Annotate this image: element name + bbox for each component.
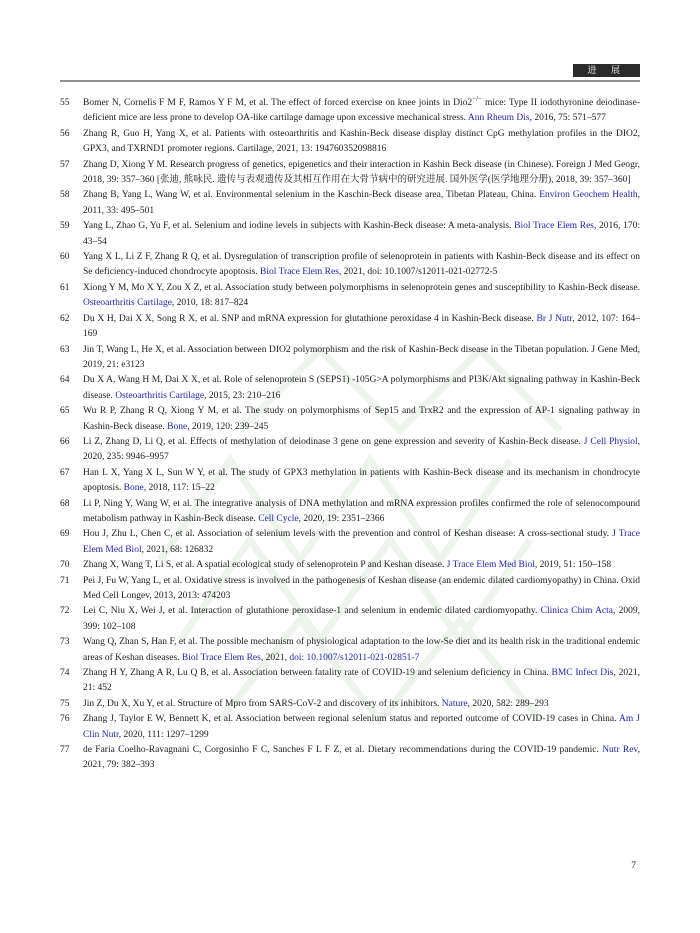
reference-item bbox=[60, 466, 640, 497]
reference-segment: Yang L, Zhao G, Yu F, et al. Selenium and iodine levels in subjects with Kashin-Beck disease: A meta-analysis. bbox=[83, 221, 515, 232]
reference-text bbox=[83, 373, 640, 404]
reference-segment: Du X A, Wang H M, Dai X X, et al. Role of selenoprotein S (SEPS1) -105G>A polymorphisms and PI3K/Akt signaling pathway in Kashin-Beck disease. bbox=[83, 375, 640, 401]
journal-link[interactable]: Biol Trace Elem Res bbox=[181, 652, 261, 663]
reference-text bbox=[83, 96, 640, 127]
reference-item bbox=[60, 697, 640, 712]
reference-segment: Li Z, Zhang D, Li Q, et al. Effects of methylation of deiodinase 3 gene on gene expression and severity of Kashin-Beck disease. bbox=[83, 436, 584, 447]
journal-link[interactable]: Nutr Rev bbox=[602, 745, 638, 756]
reference-text bbox=[83, 127, 640, 158]
reference-segment: , 2020, 582: 289–293 bbox=[467, 698, 549, 709]
reference-segment: , 2021, 68: 126832 bbox=[141, 544, 214, 555]
reference-segment: , 2020, 111: 1297–1299 bbox=[118, 729, 209, 740]
reference-segment: Zhang B, Yang L, Wang W, et al. Environmental selenium in the Kaschin-Beck disease area, Tibetan Plateau, China. bbox=[83, 190, 540, 201]
reference-segment: Hou J, Zhu L, Chen C, et al. Association of selenium levels with the prevention and control of Keshan disease: A cross-sectional study. bbox=[83, 529, 613, 540]
reference-segment: Zhang X, Wang T, Li S, et al. A spatial ecological study of selenoprotein P and Keshan disease. bbox=[83, 560, 447, 571]
reference-segment: , 2016, 170: 43–54 bbox=[83, 221, 641, 247]
reference-segment: , 2021, bbox=[260, 652, 290, 663]
reference-text bbox=[83, 574, 640, 605]
reference-text bbox=[83, 250, 640, 281]
journal-link[interactable]: Osteoarthritis Cartilage bbox=[115, 390, 205, 401]
reference-text bbox=[83, 497, 640, 528]
reference-number: 67 bbox=[60, 467, 70, 478]
journal-link[interactable]: J Trace Elem Med Biol bbox=[83, 529, 640, 555]
reference-segment: Du X H, Dai X X, Song R X, et al. SNP and mRNA expression for glutathione peroxidase 4 in Kashin-Beck disease. bbox=[83, 313, 537, 324]
reference-text bbox=[83, 712, 640, 743]
reference-item bbox=[60, 527, 640, 558]
reference-number: 55 bbox=[60, 98, 70, 108]
reference-segment: , 2016, 75: 571–577 bbox=[529, 113, 606, 124]
journal-link[interactable]: J Cell Physiol bbox=[583, 436, 638, 447]
reference-item bbox=[60, 127, 640, 158]
reference-item bbox=[60, 373, 640, 404]
reference-number: 74 bbox=[60, 668, 70, 679]
reference-number: 76 bbox=[60, 714, 70, 725]
reference-text bbox=[83, 635, 640, 666]
reference-item bbox=[60, 281, 640, 312]
reference-item bbox=[60, 312, 640, 343]
reference-item bbox=[60, 712, 640, 743]
journal-link[interactable]: Br J Nutr bbox=[536, 313, 573, 324]
reference-segment: Zhang J, Taylor E W, Bennett K, et al. Association between regional selenium status and reported outcome of COVID-19 cases in China. bbox=[83, 714, 620, 725]
reference-number: 71 bbox=[60, 575, 70, 586]
reference-segment: Wang Q, Zhan S, Han F, et al. The possible mechanism of physiological adaptation to the low-Se diet and its health risk in the traditional endemic areas of Keshan diseases. bbox=[83, 637, 640, 663]
reference-item bbox=[60, 96, 640, 127]
reference-number: 57 bbox=[60, 159, 70, 170]
journal-link[interactable]: Bone bbox=[167, 421, 188, 432]
reference-segment: Jin T, Wang L, He X, et al. Association between DIO2 polymorphism and the risk of Kashin-Beck disease in the Tibetan population. J Gene Med, 2019, 21: e3123 bbox=[83, 344, 640, 370]
reference-number: 58 bbox=[60, 190, 70, 201]
reference-text bbox=[83, 435, 640, 466]
reference-text bbox=[83, 312, 640, 343]
reference-segment: , 2011, 33: 495–501 bbox=[83, 190, 640, 216]
reference-segment: Zhang D, Xiong Y M. Research progress of genetics, epigenetics and their interaction in Kashin Beck disease (in Chinese). Foreign J Med Geogr, 2018, 39: 357–360 [张迪, 熊咏民. 遗传与表观遗传及其相互作用在大骨节病中的研究进展. 国外医学(医学地理分册), 2018, 39: 357–360] bbox=[83, 159, 640, 186]
reference-number: 63 bbox=[60, 344, 70, 355]
reference-segment: de Faria Coelho-Ravagnani C, Corgosinho F C, Sanches F L F Z, et al. Dietary recommendations during the COVID-19 pandemic. bbox=[83, 745, 603, 756]
reference-number: 64 bbox=[60, 375, 70, 386]
reference-number: 72 bbox=[60, 606, 70, 617]
reference-text bbox=[83, 604, 640, 635]
reference-segment: , 2019, 120: 239–245 bbox=[187, 421, 269, 432]
reference-segment: Bomer N, Cornelis F M F, Ramos Y F M, et al. The effect of forced exercise on knee joints in Dio2 bbox=[83, 98, 473, 108]
reference-segment: Lei C, Niu X, Wei J, et al. Interaction of glutathione peroxidase-1 and selenium in endemic dilated cardiomyopathy. bbox=[83, 606, 541, 617]
header-rule bbox=[60, 80, 640, 82]
reference-segment: , 2021, 79: 382–393 bbox=[83, 745, 640, 771]
journal-link[interactable]: Environ Geochem Health bbox=[539, 190, 638, 201]
reference-segment: , 2010, 18: 817–824 bbox=[171, 298, 249, 309]
reference-segment: Yang X L, Li Z F, Zhang R Q, et al. Dysregulation of transcription profile of selenoprotein in patients with Kashin-Beck disease and its effect on Se deficiency-induced chondrocyte apoptosis. bbox=[83, 252, 640, 278]
journal-link[interactable]: Biol Trace Elem Res bbox=[260, 267, 339, 278]
journal-link[interactable]: Nature bbox=[441, 698, 468, 709]
reference-item bbox=[60, 666, 640, 697]
reference-number: 61 bbox=[60, 282, 70, 293]
reference-segment: , 2015, 23: 210–216 bbox=[204, 390, 281, 401]
reference-item bbox=[60, 158, 640, 189]
reference-item bbox=[60, 219, 640, 250]
reference-number: 59 bbox=[60, 221, 70, 232]
reference-item bbox=[60, 343, 640, 374]
reference-segment: , 2012, 107: 164–169 bbox=[83, 313, 640, 340]
reference-list bbox=[60, 96, 640, 774]
reference-segment: −/− bbox=[472, 94, 482, 103]
reference-segment: , 2019, 51: 150–158 bbox=[534, 560, 612, 571]
reference-number: 62 bbox=[60, 313, 70, 324]
reference-segment: , 2021, 21: 452 bbox=[83, 668, 641, 694]
journal-link[interactable]: Osteoarthritis Cartilage bbox=[83, 298, 172, 309]
reference-text bbox=[83, 666, 640, 697]
reference-segment: , 2020, 235: 9946–9957 bbox=[83, 436, 640, 463]
reference-segment: Han L X, Yang X L, Sun W Y, et al. The study of GPX3 methylation in patients with Kashin-Beck disease and its mechanism in chondrocyte apoptosis. bbox=[83, 467, 640, 494]
reference-segment: Li P, Ning Y, Wang W, et al. The integrative analysis of DNA methylation and mRNA expression profiles confirmed the role of selenocompound metabolism pathway in Kashin-Beck disease. bbox=[83, 498, 640, 524]
journal-link[interactable]: Am J Clin Nutr bbox=[83, 714, 640, 740]
reference-item bbox=[60, 558, 640, 573]
reference-item bbox=[60, 404, 640, 435]
reference-item bbox=[60, 188, 640, 219]
reference-segment: Jin Z, Du X, Xu Y, et al. Structure of Mpro from SARS-CoV-2 and discovery of its inhibitors. bbox=[83, 698, 442, 709]
reference-text bbox=[83, 404, 640, 435]
reference-text bbox=[83, 188, 640, 219]
reference-segment: , 2009, 399: 102–108 bbox=[83, 606, 640, 632]
reference-text bbox=[83, 697, 640, 712]
journal-link[interactable]: Ann Rheum Dis bbox=[467, 113, 530, 124]
reference-segment: Zhang R, Guo H, Yang X, et al. Patients with osteoarthritis and Kashin-Beck disease display distinct CpG methylation profiles in the DIO2, GPX3, and TXRND1 promoter regions. Cartilage, 2021, 13: 194760352098816 bbox=[83, 128, 640, 155]
reference-number: 68 bbox=[60, 498, 70, 509]
reference-number: 73 bbox=[60, 637, 70, 648]
journal-link[interactable]: doi: 10.1007/s12011-021-02851-7 bbox=[289, 652, 420, 663]
reference-segment: , 2021, doi: 10.1007/s12011-021-02772-5 bbox=[338, 267, 498, 278]
page-number: 7 bbox=[631, 861, 636, 871]
journal-link[interactable]: J Trace Elem Med Biol bbox=[446, 560, 535, 571]
reference-text bbox=[83, 527, 640, 558]
reference-item bbox=[60, 497, 640, 528]
reference-number: 75 bbox=[60, 698, 70, 709]
reference-text bbox=[83, 558, 640, 573]
reference-segment: Xiong Y M, Mo X Y, Zou X Z, et al. Association study between polymorphisms in selenoprotein genes and susceptibility to Kashin-Beck disease. bbox=[83, 282, 640, 293]
reference-number: 56 bbox=[60, 128, 70, 139]
reference-text bbox=[83, 281, 640, 312]
reference-text bbox=[83, 158, 640, 189]
reference-number: 60 bbox=[60, 252, 70, 263]
reference-text bbox=[83, 743, 640, 774]
reference-number: 66 bbox=[60, 436, 70, 447]
reference-segment: , 2018, 117: 15–22 bbox=[143, 483, 215, 494]
reference-number: 65 bbox=[60, 406, 70, 417]
reference-segment: Pei J, Fu W, Yang L, et al. Oxidative stress is involved in the pathogenesis of Keshan disease (an endemic dilated cardiomyopathy) in China. Oxid Med Cell Longev, 2013, 2013: 474203 bbox=[83, 575, 640, 601]
reference-item bbox=[60, 250, 640, 281]
reference-segment: Zhang H Y, Zhang A R, Lu Q B, et al. Association between fatality rate of COVID-19 and selenium deficiency in China. bbox=[83, 668, 552, 679]
reference-text bbox=[83, 343, 640, 374]
reference-text bbox=[83, 219, 640, 250]
journal-link[interactable]: Clinica Chim Acta bbox=[540, 606, 614, 617]
reference-number: 70 bbox=[60, 560, 70, 571]
reference-item bbox=[60, 574, 640, 605]
reference-number: 77 bbox=[60, 745, 70, 756]
journal-link[interactable]: Bone bbox=[123, 483, 144, 494]
reference-number: 69 bbox=[60, 529, 70, 540]
reference-item bbox=[60, 635, 640, 666]
journal-link[interactable]: BMC Infect Dis bbox=[551, 668, 614, 679]
reference-item bbox=[60, 604, 640, 635]
reference-item bbox=[60, 743, 640, 774]
reference-item bbox=[60, 435, 640, 466]
journal-link[interactable]: Cell Cycle bbox=[258, 513, 299, 524]
reference-segment: Wu R P, Zhang R Q, Xiong Y M, et al. The study on polymorphisms of Sep15 and TrxR2 and the expression of AP-1 signaling pathway in Kashin-Beck disease. bbox=[83, 406, 640, 432]
running-head-tag: 进 展 bbox=[573, 64, 640, 77]
journal-link[interactable]: Biol Trace Elem Res bbox=[514, 221, 594, 232]
reference-segment: , 2020, 19: 2351–2366 bbox=[298, 513, 385, 524]
reference-segment: mice: Type II iodothyronine deiodinase-deficient mice are less prone to develop OA-like cartilage damage upon excessive mechanical stress. bbox=[83, 98, 640, 124]
reference-text bbox=[83, 466, 640, 497]
